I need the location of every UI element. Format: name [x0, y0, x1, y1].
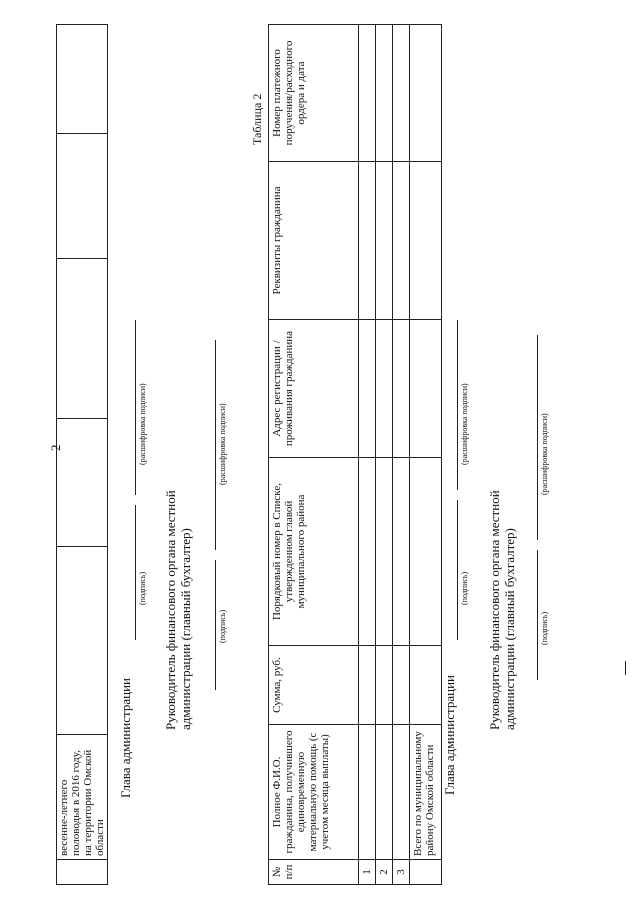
signature-line: [215, 560, 216, 690]
page-number: 2: [48, 444, 63, 451]
signature-caption-fin-bottom: (подпись): [540, 611, 549, 645]
decode-line: [457, 320, 458, 490]
header-payment-order: Номер платежного поручения/расходного ордера и дата: [269, 25, 359, 162]
row-number: 2: [376, 860, 393, 885]
table-1-cell: [57, 547, 108, 735]
row-number: 3: [393, 860, 410, 885]
decode-line: [215, 340, 216, 550]
table-1: [56, 24, 108, 885]
table-2-caption: Таблица 2: [250, 93, 264, 145]
signature-caption-top: (подпись): [138, 571, 147, 605]
total-label: Всего по муниципальному району Омской области: [410, 725, 442, 860]
table-1-cell: [57, 860, 108, 885]
table-1-cell: [57, 419, 108, 547]
table-1-row-label: весенне-летнего половодья в 2016 году, на территории Омской области: [57, 735, 108, 860]
table-row: [376, 25, 393, 885]
signature-line: [537, 550, 538, 680]
signature-caption-fin-top: (подпись): [218, 609, 227, 643]
header-num: № п/п: [269, 860, 359, 885]
header-requisites: Реквизиты гражданина: [269, 162, 359, 320]
signature-line: [135, 505, 136, 640]
head-label-top: Глава администрации: [118, 677, 133, 798]
row-number: 1: [359, 860, 376, 885]
head-label-bottom: Глава администрации: [442, 674, 457, 795]
decode-line: [537, 335, 538, 540]
header-address: Адрес регистрации / проживания гражданина: [269, 320, 359, 458]
short-rule: [625, 661, 626, 675]
table-1-row: [57, 25, 108, 885]
header-list-number: Порядковый номер в Списке, утвержденном главой муниципального района: [269, 458, 359, 646]
fin-label-bottom: Руководитель финансового органа местной администрации (главный бухгалтер): [487, 490, 517, 730]
decode-caption-fin-top: (расшифровка подписи): [218, 403, 227, 485]
signature-caption-bottom: (подпись): [460, 571, 469, 605]
table-2: [268, 24, 442, 885]
decode-caption-top: (расшифровка подписи): [138, 383, 147, 465]
table-2-header-row: [269, 25, 359, 885]
decode-caption-fin-bottom: (расшифровка подписи): [540, 413, 549, 495]
table-1-cell: [57, 259, 108, 419]
table-1-cell: [57, 134, 108, 259]
table-row: [393, 25, 410, 885]
signature-line: [457, 500, 458, 640]
fin-label-top: Руководитель финансового органа местной администрации (главный бухгалтер): [163, 490, 193, 730]
decode-caption-bottom: (расшифровка подписи): [460, 383, 469, 465]
table-1-cell: [57, 25, 108, 134]
table-row: [359, 25, 376, 885]
decode-line: [135, 320, 136, 495]
header-sum: Сумма, руб.: [269, 646, 359, 725]
header-fio: Полное Ф.И.О. гражданина, получившего единовременную материальную помощь (с учетом месяца выплаты): [269, 725, 359, 860]
table-total-row: [410, 25, 442, 885]
